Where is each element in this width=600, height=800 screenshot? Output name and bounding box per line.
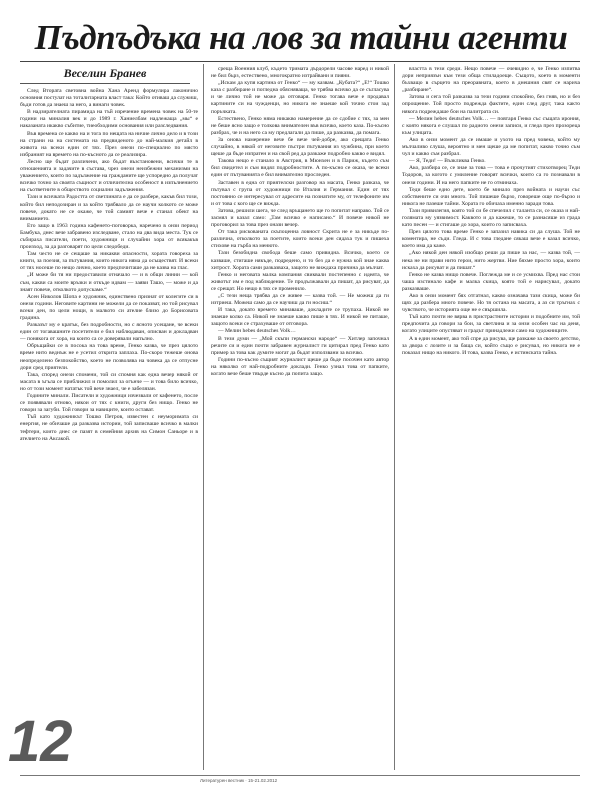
author-rule <box>20 83 190 84</box>
paragraph: „С тези неща трябва да се живее — казва той. — Не можеш да ги изтриеш. Можеш само да се научиш да ги носиш.“ <box>211 293 389 307</box>
paragraph: От така рискованата скъпоценна ловност Скрита не е за никъде по-различна, отколкото за поетите, които всеки ден сядаха тук и пишеха стихове на гърба на менюто. <box>211 229 389 250</box>
column-divider <box>394 64 395 770</box>
paragraph: Тъй като художникът Тошко Петров, известен с неуморимата си енергия, не обичаше да разказва истории, той записваше всичко в малки тефтери, които днес се пазят в семейния архив на Симон Саньоре и в ателието на Аксакой. <box>20 414 198 442</box>
paragraph: „Искам да купя картина от Генко“ — му казвам. „Кубата?“ „Е!“ Тошко каза с разбиране и погледна обясняваща, че трябва всичко да се съгласува и че лично той не може да отговаря. Генко тогава вече е продавал картините си на чужденци, но никога не знаеше кой точно стои зад поръчката. <box>211 80 389 115</box>
paragraph: Естествено, Генко няма никакво намерение да се сдобие с тях, за мен не беше ясно защо е толкова внимателен във всичко, което каза. По-късно разбрах, че и на него са му предлагали да пише, да разказва, да помага. <box>211 115 389 136</box>
paragraph: Така, според онези спомени, той си спомня как една вечер някой от масата в ъгъла се приближил и помолил за огънче — и това било всичко, но от този момент нататък той вече знаел, че е забелязан. <box>20 371 198 392</box>
paragraph: — Мелин hebes deutsches Volk… — повтаря Генко със същата ирония, с която някога е слушал по радиото онези записи, и гледа през прозореца към улицата. <box>402 115 580 136</box>
paragraph: Ето защо в 1963 година кафенето-поговорка, наречено в онзи период Бамбука, днес вече забравено изследване, стало на два вида места. Тук се събираха писатели, поети, художници и случайни хора от всякакъв произход, за да разговарят по цели следобеди. <box>20 222 198 251</box>
paragraph: Разказът му е кратък, без подробности, но с ясното усещане, че всеки един от тогавашните посетители е бил наблюдаван, описван и докладван — понякога от хора, на които са се доверявали напълно. <box>20 322 198 343</box>
footer-note: Литературен вестник · 15-21.02.2012 <box>200 778 278 783</box>
paragraph: В тези думи — „Мой скъпи германски народе“ — Хитлер започнал речите си и един почти забравен журналист ги цитирал пред Генко като пример за това как думите могат да бъдат използвани за всичко. <box>211 335 389 356</box>
paragraph: Обръщайки се в посока на това време, Генко казва, че през цялото време нито веднъж не е усетил открита заплаха. По-скоро тежеше онова неопределено безпокойство, което не позволява на човека да се отпусне дори сред приятели. <box>20 343 198 371</box>
paragraph: За онова намерение вече бе вече чей-добре, ако срещата Генко случайно, в някой от неговите пъстри пътувания из чужбина, при което щеше да бъде изпратен и на свой ред да разкаже подробно какво е видял. <box>211 136 389 158</box>
paragraph: „Ако някой ден някой изобщо реши да пише за нас, — казва той, — нека не ни прави нито герои, нито жертви. Ние бяхме просто хора, които искаха да рисуват и да пишат.“ <box>402 250 580 271</box>
paragraph: След Втората световна война Хана Аренд формулира лаконично основния постулат на тоталитарната власт така: Който отиваш да служиш, бъди готов да знаеш за него, а винаги човек. <box>20 88 198 109</box>
paragraph: — Я, Теди! — Възкликва Генко. <box>409 158 486 165</box>
paragraph: Затова, решили шега, че след връщането ще го попитат направо. Той се засмял и казал само: „Там всичко е написано.“ И повече никой не проговорил за това през онази вечер. <box>211 207 389 229</box>
column-divider <box>203 64 204 770</box>
paragraph: През цялото това време Генко е запазил навика си да слуша. Той не коментира, не съди. Гледа. И с това гледане сякаш вече е казал всичко, което има да каже. <box>402 229 580 250</box>
paragraph: Ако, разбира се, се знае за това — това е прочутият стихотворец Теди Тодоров, за когото с умиление говорят всички, които са го познавали в онези години. И на него папките не го отминаха. <box>402 165 580 186</box>
paragraph: — Мелин hebes deutsches Volk… <box>218 328 296 335</box>
paragraph: А в един момент, ако той спре да рисува, ще разкаже за своето детство, за двора с лозите и за баща си, който също е рисувал, но никога не е показал нищо на никого. И това, казва Генко, е истинската тайна. <box>402 335 580 356</box>
paragraph: Теди беше едно дете, което бе минало през войната и научи със собствените си очи много. Той пишеше бързо, говореше още по-бързо и никога не пазеше тайни. Хората го обичаха именно заради това. <box>402 186 580 207</box>
author-byline: Веселин Бранев <box>63 66 147 80</box>
paragraph: Заставен в една от приятелски разговор на масата, Генко разказа, че пътувал с група от художници по Италия и Германия. Един от тях постоянно се интересувал от адресите на познатите му, от телефоните им и от това с кого ще се вижда. <box>211 179 389 207</box>
paragraph: Във времена се какво на и тога по нещата на ничие лично дело и в този на страни на на системата на предвиденото до най-малкия детайл в живота на всеки един от тях. През онези по-специално по място избраният на времето на по-късното да се реализира. <box>20 130 198 158</box>
paragraph: властта в тези среди. Нещо повече — очевидно е, че Генко изпитва дори неприязън към тези обща стиладоеще. Същото, което в моменти бъхващо в сърцето на преоравната, което в днешния свят се нарича „разбиране“. <box>402 66 580 94</box>
paragraph: Генко не казва нищо повече. Поглежда ме и се усмихва. Пред нас стои чаша изстинало кафе и малка скица, която той е нарисувал, докато разказваше. <box>402 271 580 292</box>
paragraph: И така, докато времето минаваше, докладите се трупаха. Никой не знаеше колко са. Никой не знаеше какво пише в тях. И никой не питаше, защото всеки се страхуваше от отговора. <box>211 307 389 328</box>
headline-rule <box>20 61 580 62</box>
paragraph: Тъй като почти не вярва в пристрастните истории и подобните им, той предпочита да говори за бои, за светлина и за онзи особен час на деня, когато улиците опустяват и градът принадлежи само на художниците. <box>402 314 580 335</box>
paragraph: Затова и сега той разказва за тези години спокойно, без гняв, но и без опрощение. Той просто подрежда фактите, един след друг, така както някога подреждаше бои на палитрата си. <box>402 94 580 115</box>
article-column-3 <box>402 66 580 772</box>
paragraph: Годините минали. Писатели и художници изчезвали от кафенето, после се появявали отново, някои от тях с книги, други без нищо. Генко не говори за загуби. Той говори за навиците, които остават. <box>20 393 198 414</box>
paragraph: Тази безобидна свобода беше само привидна. Всичко, което се казваше, стигаше някъде, подредено, и то без да е нужна кой знае каква хитрост. Хората сами разказваха, защото не виждаха причина да мълчат. <box>211 250 389 271</box>
paragraph: Асен Николов Шопа е художник, единствено признат от колегите си в онези години. Неговите картини не можели да се показват, но той рисувал всеки ден, по цели нощи, в малкото си ателие близо до Борисовата градина. <box>20 293 198 321</box>
paragraph: В надзирателната пирамида на тъй изречение времена човек на 50-те години на миналия век и до 1989 г. Ханиелбам надлежаща „мы“ е наказаната икакво събитие, тиеобходими основания или разследвания. <box>20 109 198 130</box>
paragraph: „И може би тя ни предоставили отначало — и в общи линии — кой съм, какви са моите връзки и откъде идвам — заяви Ташо, — може и да знаят повече, отколкото допускаме.“ <box>20 272 198 293</box>
paragraph: Ако в онзи момент бях отгатнал, какво означава тази скица, може би щях да разбера много повече. Но тя остана на масата, а аз си тръгнах с чувството, че историята още не е свършила. <box>402 293 580 314</box>
footer-rule <box>20 775 580 776</box>
article-headline: Пъдпъдъка на лов за тайни агенти <box>34 18 568 57</box>
paragraph: Там често не се сещаше за никакви опасности, хората говореха за книги, за поезия, за пътувания, които никога няма да осъществят. И всеки от тях носеше по нещо лично, което предпочиташе да не казва на глас. <box>20 251 198 272</box>
page-number: 12 <box>8 709 73 774</box>
paragraph: Тази и всичката Радостта от светлината е да се разбере, какъв бил този, който бил неподозиран и за който трябвало да се научи колкото се може повече, докато не се окаже, че той самият вече е станал обект на вниманието. <box>20 194 198 222</box>
paragraph: Генко и неговата малка компания свиквали постепенно с идеята, че животът им е под наблюдение. Те продължавали да пишат, да рисуват, да се срещат. Но нещо в тях се променило. <box>211 271 389 292</box>
article-column-1 <box>20 88 198 756</box>
paragraph: Години по-късно същият журналист щеше да бъде посочен като автор на няколко от най-подробните доклади. Генко узнал това от папките, когато вече беше твърде късно да попита защо. <box>211 356 389 378</box>
paragraph: Такова нещо е станало в Австрия, в Мюнхен и в Париж, където съм бил свидетел и съм видял подробностите. А по-късно се оказа, че всеки един от пътуванията е бил внимателно проследен. <box>211 158 389 179</box>
paragraph: Тази привилегия, която той си бе спечелил с таланта си, се оказа и най-голямата му уязвимост. Каквото и да кажеше, то се разнасяше из града като песен — и стигаше до хора, които го записваха. <box>402 207 580 229</box>
paragraph: Лесно ще бъдат различени, ако бъдат възстановени, всички те в отношенията и задачите в състава, чрез онези неизбежни механизми на уважението, които по задължение на гражданите ще успоредно да получат всичко точно за своята същност и отличителна особеност в изпълнението на съответните в обществото социални задължения. <box>20 158 198 194</box>
paragraph: среща Военния клуб, където тримата дърдорели часове наред и никой не бил бърз, естествено, многократно изтрайвани и пияни. <box>211 66 389 80</box>
article-column-2 <box>211 66 389 772</box>
paragraph: Ако в онзи момент да се имаше и ухото на пред човека, който му мълчаливо слуша, вероятно и мен щеше да ме попитат, какво точно съм чул и какво съм разбрал. <box>402 136 580 158</box>
